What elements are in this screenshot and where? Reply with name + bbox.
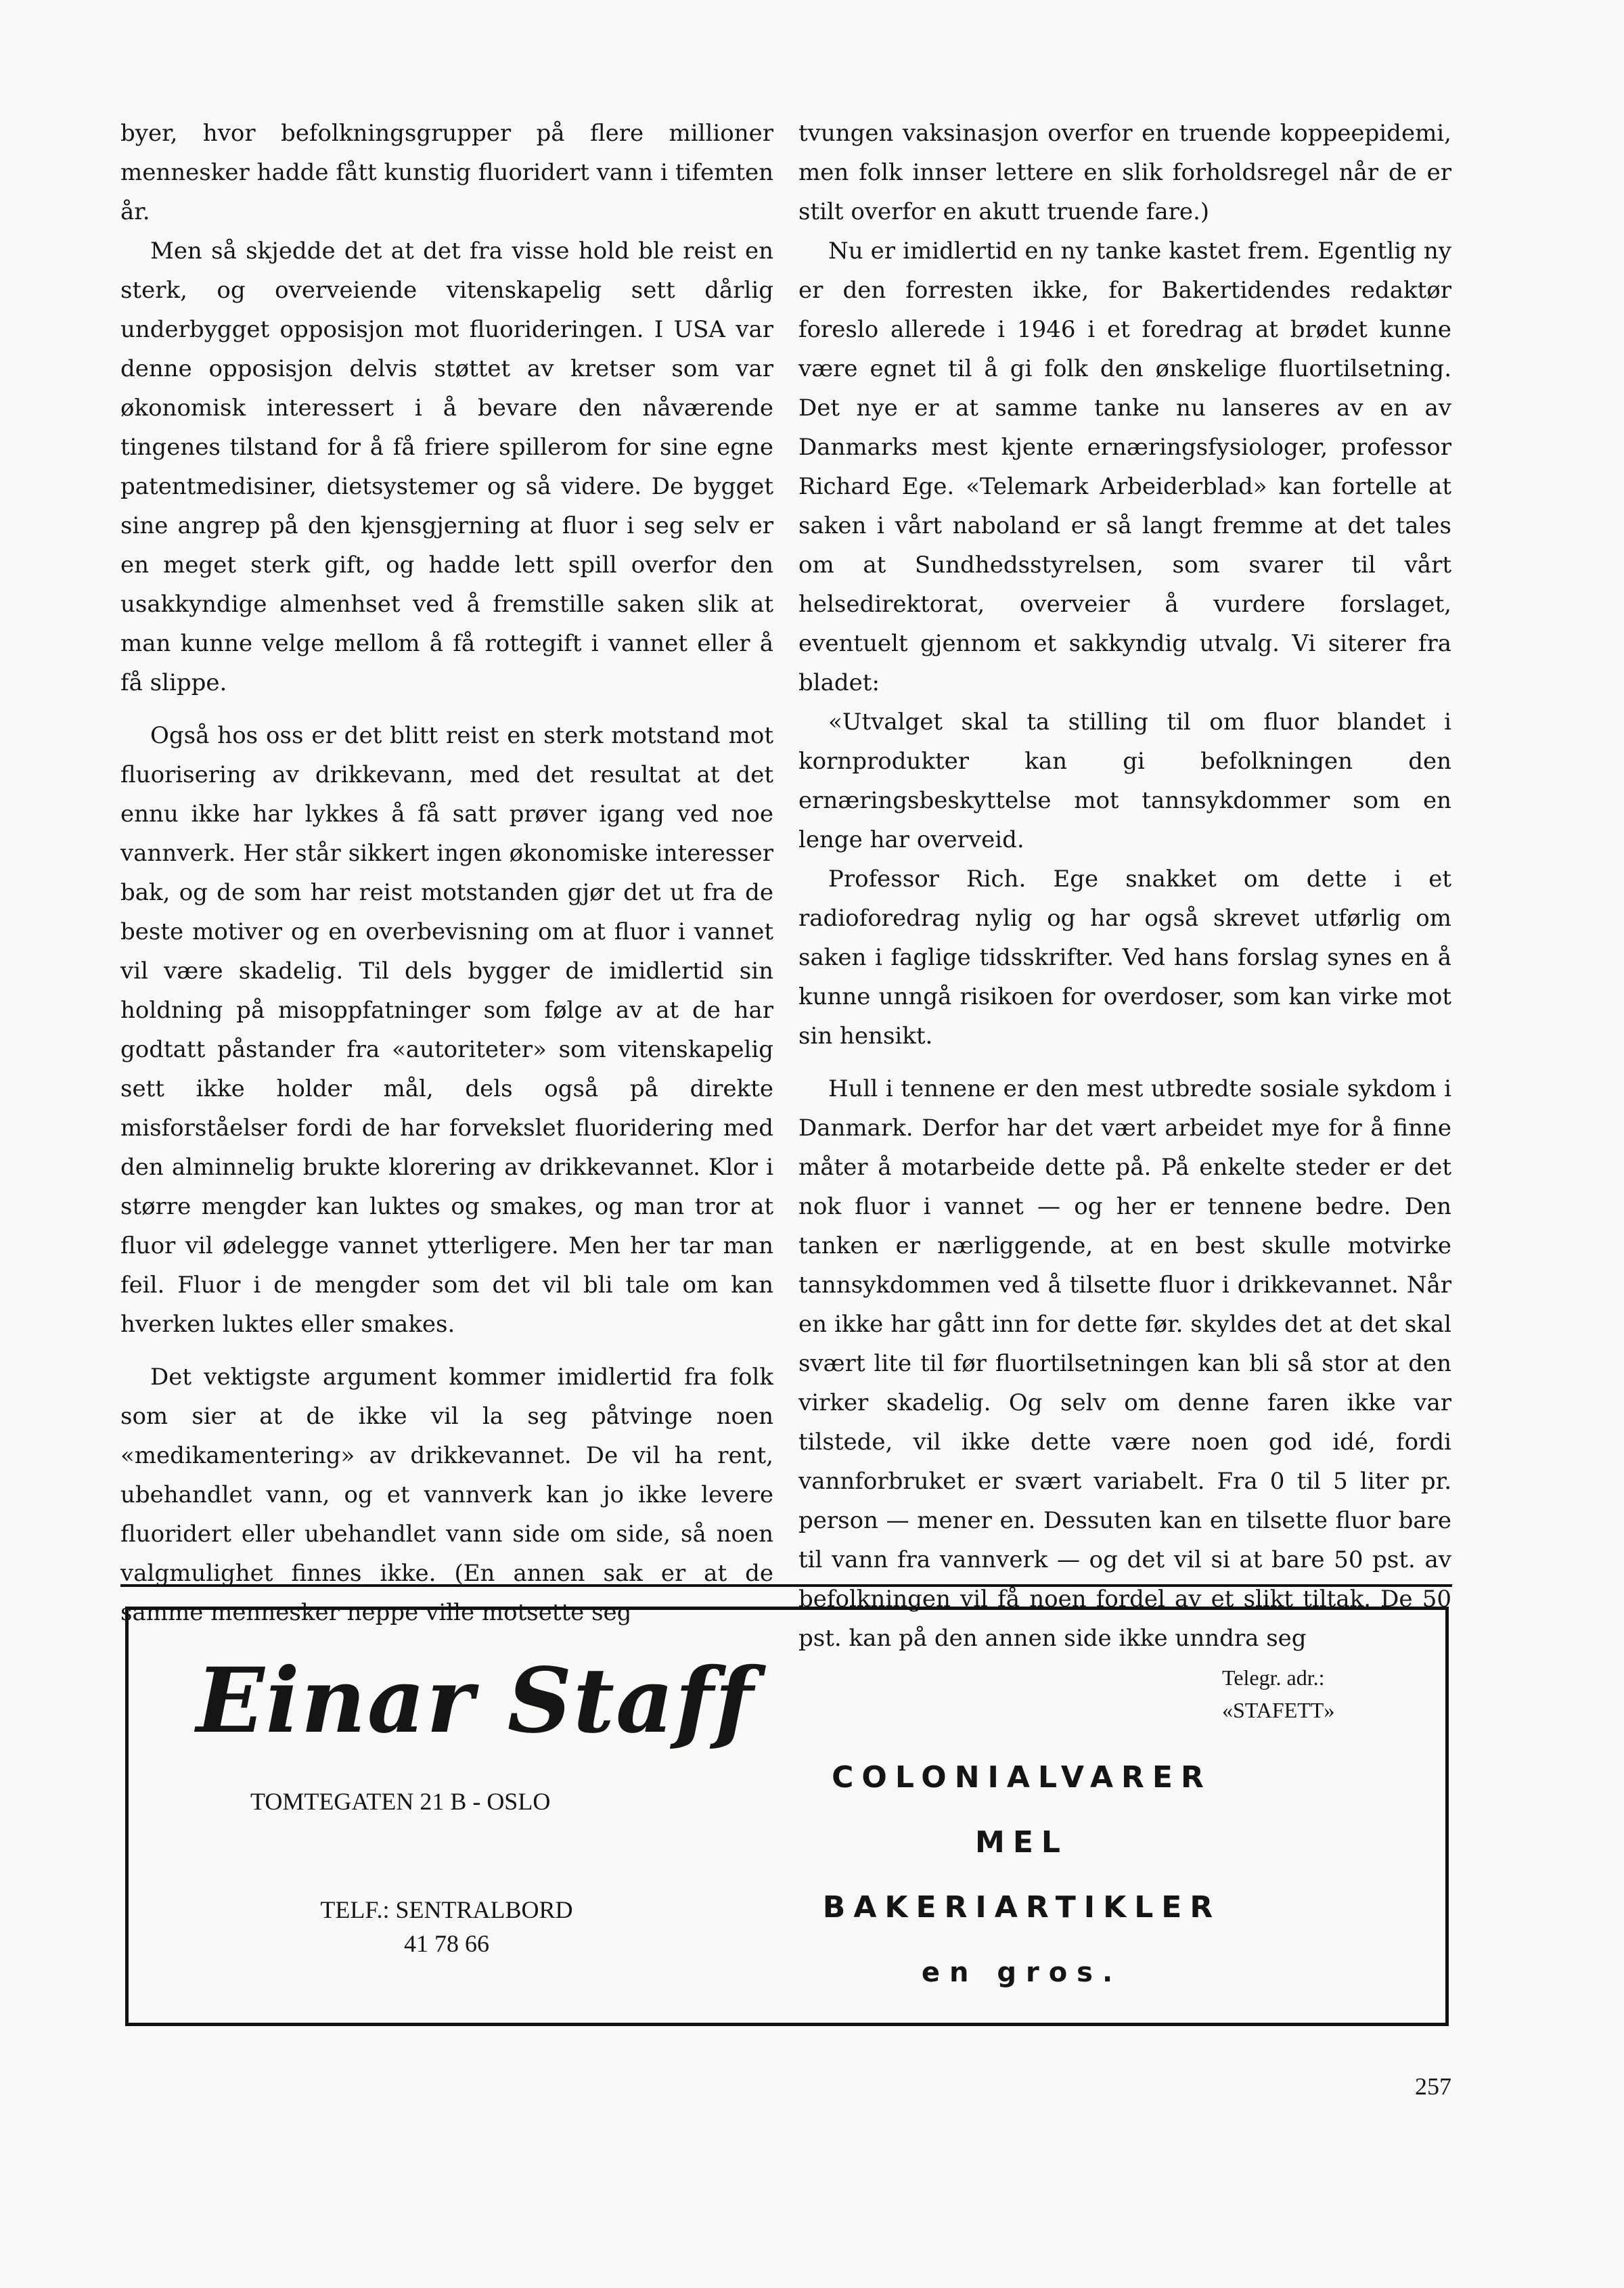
paragraph: Men så skjedde det at det fra visse hold ble reist en sterk, og overveiende vitenskapelig sett dårlig underbygget opposisjon mot fluorideringen. I USA var denne opposisjon delvis støttet av kretser som var økonomisk interessert i å bevare den nåværende tingenes tilstand for å få friere spillerom for sine egne patentmedisiner, dietsystemer og så videre. De bygget sine angrep på den kjensgjerning at fluor i seg selv er en meget sterk gift, og hadde lett spill overfor den usakkyndige almenhset ved å fremstille saken slik at man kunne velge mellom å få rottegift i vannet eller å få slippe. (120, 238, 773, 696)
advertisement (125, 1607, 1449, 2026)
paragraph: Nu er imidlertid en ny tanke kastet frem. Egentlig ny er den forresten ikke, for Bakertidendes redaktør foreslo allerede i 1946 i et foredrag at brødet kunne være egnet til å gi folk den ønskelige fluortilsetning. Det nye er at samme tanke nu lanseres av en av Danmarks mest kjente ernæringsfysiologer, professor Richard Ege. «Telemark Arbeiderblad» kan fortelle at saken i vårt naboland er så langt fremme at det tales om at Sundhedsstyrelsen, som svarer til vårt helsedirektorat, overveier å vurdere forslaget, eventuelt gjennom et sakkyndig utvalg. Vi siterer fra bladet: (798, 238, 1451, 696)
goods-item: BAKERIARTIKLER (822, 1890, 1221, 1925)
phone-label: TELF.: SENTRALBORD (320, 1896, 573, 1923)
company-phone (271, 1893, 623, 1960)
article-right-column (798, 114, 1451, 1658)
phone-number: 41 78 66 (404, 1930, 489, 1957)
goods-list (805, 1745, 1238, 2005)
telegraph-value: «STAFETT» (1222, 1698, 1335, 1722)
article-left-column (120, 114, 773, 1632)
company-logo: Einar Staff (196, 1648, 755, 1753)
telegraph-label: Telegr. adr.: (1222, 1665, 1325, 1690)
telegraph-address (1222, 1661, 1425, 1726)
page-number: 257 (1415, 2073, 1451, 2100)
goods-item: en gros. (921, 1957, 1123, 1988)
paragraph: Også hos oss er det blitt reist en sterk motstand mot fluorisering av drikkevann, med det resultat at det ennu ikke har lykkes å få satt prøver igang ved noe vannverk. Her står sikkert ingen økonomiske interesser bak, og de som har reist motstanden gjør det ut fra de beste motiver og en overbevisning om at fluor i vannet vil være skadelig. Til dels bygger de imidlertid sin holdning på misoppfatninger som følge av at de har godtatt påstander fra «autoriteter» som vitenskapelig sett ikke holder mål, dels også på direkte misforståelser fordi de har forvekslet fluoridering med den alminnelig brukte klorering av drikkevannet. Klor i større mengder kan luktes og smakes, og man tror at fluor vil ødelegge vannet ytterligere. Men her tar man feil. Fluor i de mengder som det vil bli tale om kan hverken luktes eller smakes. (120, 722, 773, 1338)
goods-item: MEL (975, 1825, 1068, 1860)
goods-item: COLONIALVARER (832, 1760, 1212, 1795)
paragraph: byer, hvor befolkningsgrupper på flere millioner mennesker hadde fått kunstig fluoridert vann i tifemten år. (120, 120, 773, 225)
paragraph: Professor Rich. Ege snakket om dette i et radioforedrag nylig og har også skrevet utførlig om saken i faglige tidsskrifter. Ved hans forslag synes en å kunne unngå risikoen for overdoser, som kan virke mot sin hensikt. (798, 866, 1451, 1050)
paragraph: Hull i tennene er den mest utbredte sosiale sykdom i Danmark. Derfor har det vært arbeidet mye for å finne måter å motarbeide dette på. På enkelte steder er det nok fluor i vannet — og her er tennene bedre. Den tanken er nærliggende, at en best skulle motvirke tannsykdommen ved å tilsette fluor i drikkevannet. Når en ikke har gått inn for dette før. skyldes det at det skal svært lite til før fluortilsetningen kan bli så stor at den virker skadelig. Og selv om denne faren ikke var tilstede, vil ikke dette være noen god idé, fordi vannforbruket er svært variabelt. Fra 0 til 5 liter pr. person — mener en. Dessuten kan en tilsette fluor bare til vann fra vannverk — og det vil si at bare 50 pst. av befolkningen vil få noen fordel av et slikt tiltak. De 50 pst. kan på den annen side ikke unndra seg (798, 1075, 1451, 1652)
paragraph: «Utvalget skal ta stilling til om fluor blandet i kornprodukter kan gi befolkningen den ernæringsbeskyttelse mot tannsykdommer som en lenge har overveid. (798, 709, 1451, 853)
paragraph: Det vektigste argument kommer imidlertid fra folk som sier at de ikke vil la seg påtvinge noen «medikamentering» av drikkevannet. De vil ha rent, ubehandlet vann, og et vannverk kan jo ikke levere fluoridert eller ubehandlet vann side om side, så noen valgmulighet finnes ikke. (En annen sak er at de samme mennesker neppe ville motsette seg (120, 1364, 773, 1626)
divider-rule (120, 1584, 1452, 1587)
paragraph: tvungen vaksinasjon overfor en truende koppeepidemi, men folk innser lettere en slik forholdsregel når de er stilt overfor en akutt truende fare.) (798, 120, 1451, 225)
company-address: TOMTEGATEN 21 B - OSLO (250, 1788, 551, 1815)
